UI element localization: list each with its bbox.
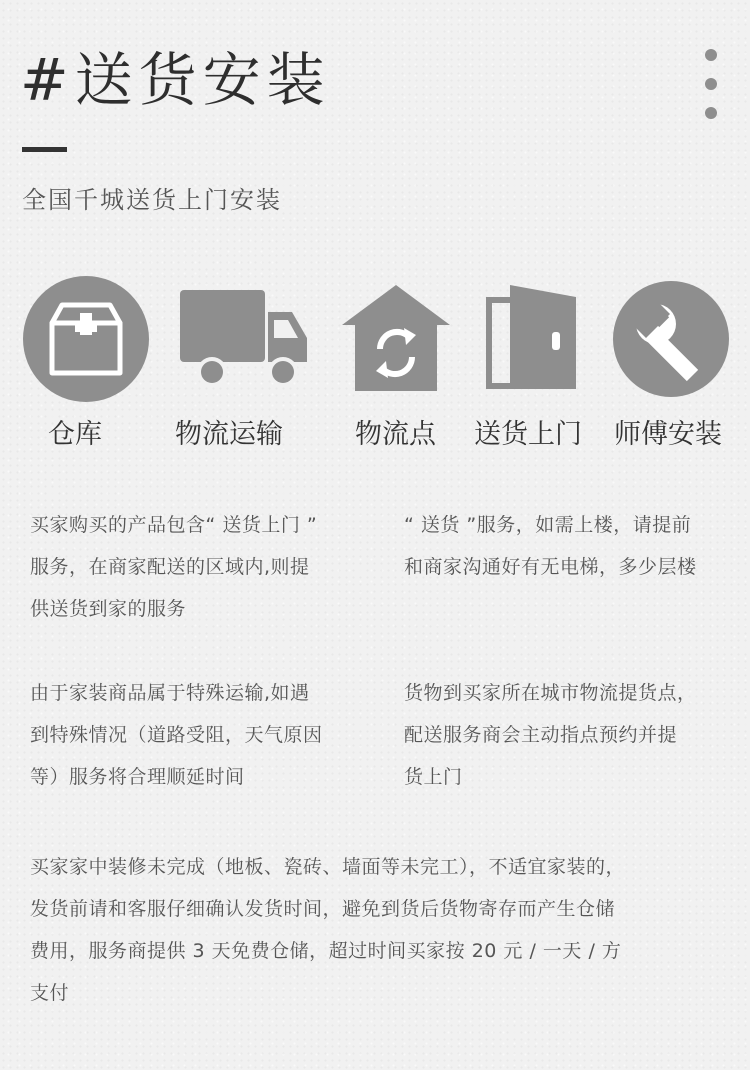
text-line: 由于家装商品属于特殊运输,如遇 (30, 682, 310, 704)
icon-label-transport: 物流运输 (175, 419, 283, 450)
door-icon (482, 279, 578, 391)
text-line: 供送货到家的服务 (30, 598, 187, 620)
text-line: 货物到买家所在城市物流提货点， (404, 682, 697, 704)
paragraph-upstairs-notice (404, 504, 734, 588)
more-menu-icon[interactable] (705, 49, 719, 136)
paragraph-storage-policy (30, 846, 730, 1014)
text-line: 货上门 (404, 766, 463, 788)
warehouse-box-icon (22, 275, 150, 403)
icon-label-logistics-point: 物流点 (355, 419, 436, 450)
menu-dot (705, 107, 717, 119)
icon-label-installation: 师傅安装 (614, 419, 722, 450)
paragraph-pickup-point (404, 672, 734, 798)
page-title: #送货安装 (20, 46, 331, 114)
text-line: 到特殊情况（道路受阻，天气原因 (30, 724, 323, 746)
text-line: 配送服务商会主动指点预约并提 (404, 724, 678, 746)
text-line: 费用，服务商提供 3 天免费仓储，超过时间买家按 20 元 / 一天 / 方 (30, 940, 622, 962)
truck-icon (180, 290, 308, 390)
icon-label-door-delivery: 送货上门 (474, 419, 582, 450)
paragraph-delivery-included (30, 504, 370, 630)
text-line: 买家家中装修未完成（地板、瓷砖、墙面等未完工），不适宜家装的， (30, 856, 626, 878)
text-line: 和商家沟通好有无电梯，多少层楼 (404, 556, 697, 578)
title-underline (22, 147, 67, 152)
menu-dot (705, 78, 717, 90)
text-line: 等）服务将合理顺延时间 (30, 766, 245, 788)
text-line: 发货前请和客服仔细确认发货时间，避免到货后货物寄存而产生仓储 (30, 898, 616, 920)
wrench-icon (612, 280, 730, 398)
text-line: 支付 (30, 982, 70, 1004)
text-line: “ 送货 ”服务，如需上楼，请提前 (404, 514, 692, 536)
menu-dot (705, 49, 717, 61)
logistics-point-house-icon (340, 283, 452, 395)
text-line: 买家购买的产品包含“ 送货上门 ” (30, 514, 318, 536)
paragraph-special-transport (30, 672, 370, 798)
text-line: 服务，在商家配送的区域内,则提 (30, 556, 310, 578)
subtitle: 全国千城送货上门安装 (22, 186, 282, 214)
icon-label-warehouse: 仓库 (48, 419, 102, 450)
